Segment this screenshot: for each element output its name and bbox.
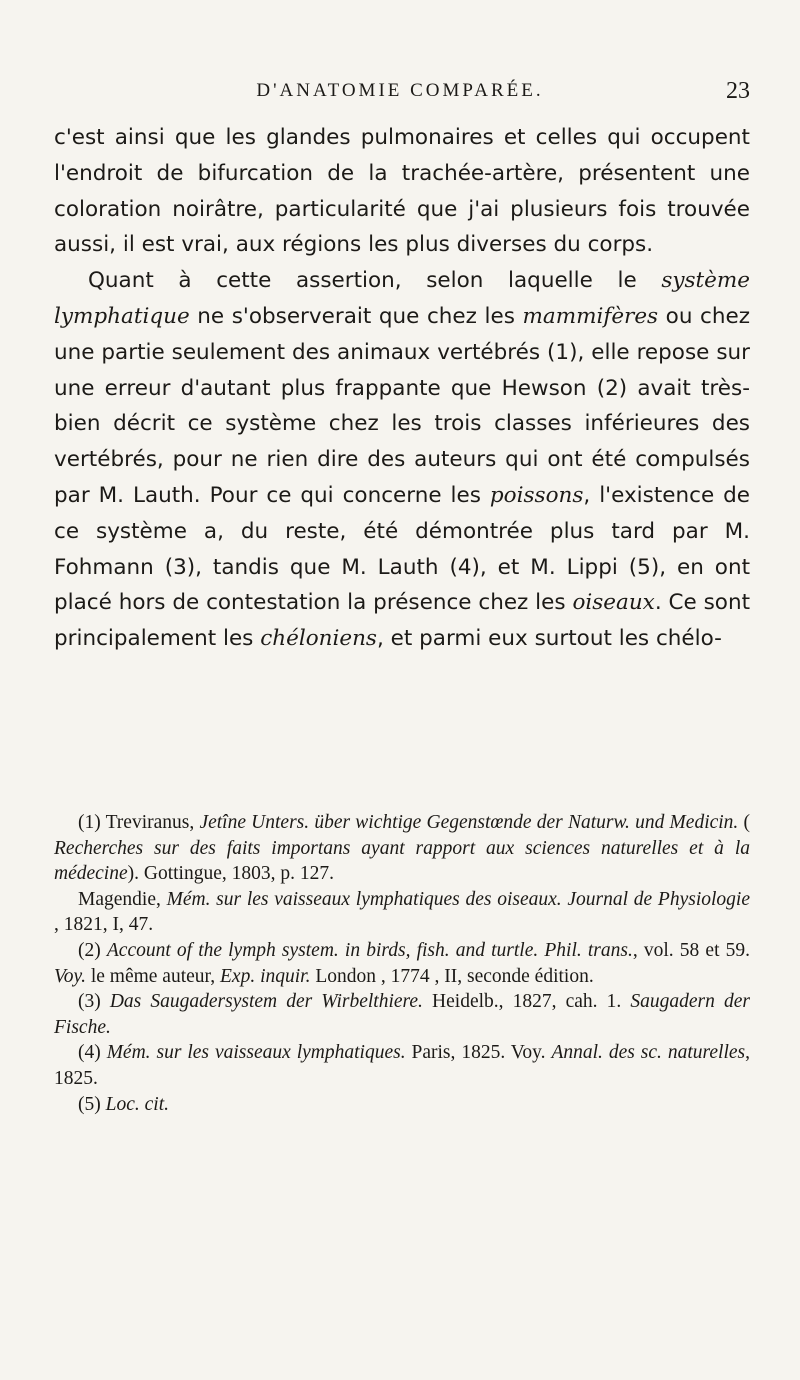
italic-title: Mém. sur les vaisseaux lymphatiques des oiseaux. Journal de Physiologie <box>166 888 750 910</box>
text-run: (5) <box>78 1093 106 1115</box>
text-run: (3) <box>78 991 110 1013</box>
text-run: (2) <box>78 939 107 961</box>
italic-title: Exp. inquir. <box>220 965 311 987</box>
text-run: ( <box>738 812 750 833</box>
text-run: Magendie, <box>78 888 167 910</box>
italic-title: Saugadern der Fische. <box>54 991 750 1038</box>
text-run: ne s'observerait que chez les <box>189 303 523 329</box>
text-run: Heidelb., 1827, cah. 1. <box>422 991 631 1013</box>
text-run: , vol. 58 et 59. <box>632 939 750 961</box>
text-run: le même auteur, <box>85 965 221 987</box>
italic-term: oiseaux <box>572 590 655 616</box>
text-run: , 1821, I, 47. <box>54 914 154 936</box>
italic-term: système lymphatique <box>54 268 750 329</box>
footnote-2 <box>54 938 750 989</box>
footnote-1-continued <box>54 887 750 938</box>
paragraph-2 <box>54 263 750 657</box>
text-run: (4) <box>78 1042 107 1064</box>
italic-title: Account of the lymph system. in birds, fish. and turtle. Phil. trans. <box>106 939 633 961</box>
italic-term: chéloniens <box>260 626 377 652</box>
italic-title: Annal. des sc. naturelles <box>551 1042 746 1064</box>
paragraph-1: c'est ainsi que les glandes pulmonaires et celles qui occupent l'endroit de bifurcation de la trachée-artère, présentent une coloration noirâtre, particularité que j'ai plusieurs fois trouvée aussi, il est vrai, aux régions les plus diverses du corps. <box>54 125 750 258</box>
text-run: , l'existence de ce système a, du reste, été démontrée plus tard par M. Fohmann (3), tandis que M. Lauth (4), et M. Lippi (5), en ont placé hors de contestation la présence chez les <box>54 482 751 616</box>
text-run: ). Gottingue, 1803, p. 127. <box>127 863 334 885</box>
footnotes <box>54 810 750 1117</box>
running-head <box>0 80 800 120</box>
running-title: D'ANATOMIE COMPARÉE. <box>256 80 544 101</box>
footnote-4 <box>54 1040 750 1091</box>
text-run: (1) Treviranus, <box>78 812 200 833</box>
text-run: Quant à cette assertion, selon laquelle le <box>88 268 662 294</box>
text-run: Paris, 1825. Voy. <box>405 1042 552 1064</box>
italic-title: Das Saugadersystem der Wirbelthiere. <box>109 991 423 1013</box>
italic-title: Mém. sur les vaisseaux lymphatiques. <box>106 1042 406 1064</box>
text-run: London , 1774 , II, seconde édition. <box>310 965 594 987</box>
footnote-3 <box>54 989 750 1040</box>
text-run: , et parmi eux surtout les chélo- <box>376 626 722 652</box>
text-run: , 1825. <box>54 1042 750 1089</box>
italic-term: Voy. <box>54 965 86 987</box>
body-text <box>54 120 750 657</box>
footnote-5 <box>54 1092 750 1118</box>
text-run: ou chez une partie seulement des animaux vertébrés (1), elle repose sur une erreur d'autant plus frappante que Hewson (2) avait très-bien décrit ce système chez les trois classes inférieures des vertébrés, pour ne rien dire des auteurs qui ont été compulsés par M. Lauth. Pour ce qui concerne les <box>54 303 750 508</box>
italic-term: mammifères <box>522 303 659 329</box>
italic-title: Loc. cit. <box>105 1093 169 1115</box>
text-run: . Ce sont principalement les <box>54 590 750 652</box>
italic-title: Recherches sur des faits importans ayant rapport aux sciences naturelles et à la médecine <box>54 837 750 885</box>
page-number: 23 <box>726 78 750 104</box>
footnote-1 <box>54 810 750 887</box>
italic-title: Jetîne Unters. über wichtige Gegenstœnde der Naturw. und Medicin. <box>199 812 739 833</box>
italic-term: poissons <box>489 482 584 508</box>
